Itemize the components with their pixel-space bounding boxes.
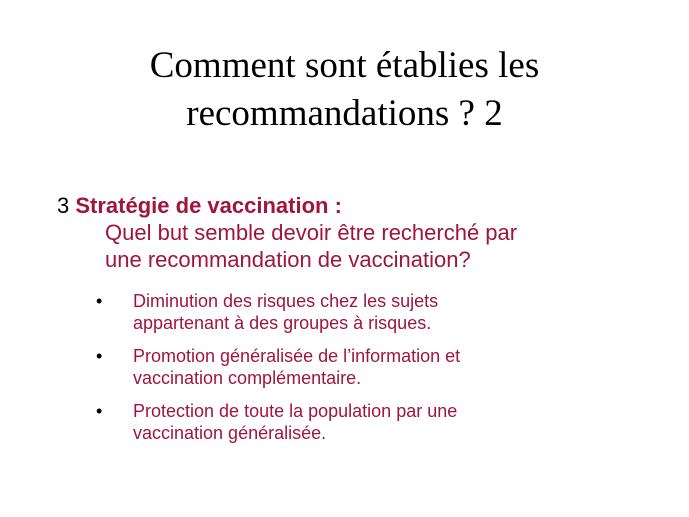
slide-title-line-1: Comment sont établies les [149, 45, 540, 86]
section-number: 3 [57, 193, 70, 218]
bullet-text [133, 345, 656, 389]
bullet-line: Diminution des risques chez les sujets [133, 291, 439, 311]
bullet-line: vaccination complémentaire. [133, 368, 362, 388]
slide-title [60, 42, 629, 138]
bullet-item [96, 345, 656, 389]
bullet-dot-icon: • [96, 401, 103, 421]
bullet-item [96, 290, 656, 334]
bullet-text [133, 290, 656, 334]
section-question [105, 219, 657, 273]
slide-title-line-2: recommandations ? 2 [186, 93, 503, 134]
section-header [57, 192, 657, 219]
section-heading: Stratégie de vaccination : [75, 193, 342, 218]
question-line-2: une recommandation de vaccination? [105, 247, 471, 272]
strategy-section [57, 192, 657, 273]
bullet-line: Protection de toute la population par une [133, 401, 458, 421]
bullet-list [96, 290, 656, 455]
bullet-dot-icon: • [96, 346, 103, 366]
bullet-line: Promotion généralisée de l’information et [133, 346, 461, 366]
bullet-text [133, 400, 656, 444]
bullet-line: appartenant à des groupes à risques. [133, 313, 432, 333]
bullet-dot-icon: • [96, 291, 103, 311]
bullet-line: vaccination généralisée. [133, 423, 327, 443]
question-line-1: Quel but semble devoir être recherché par [105, 220, 518, 245]
bullet-item [96, 400, 656, 444]
